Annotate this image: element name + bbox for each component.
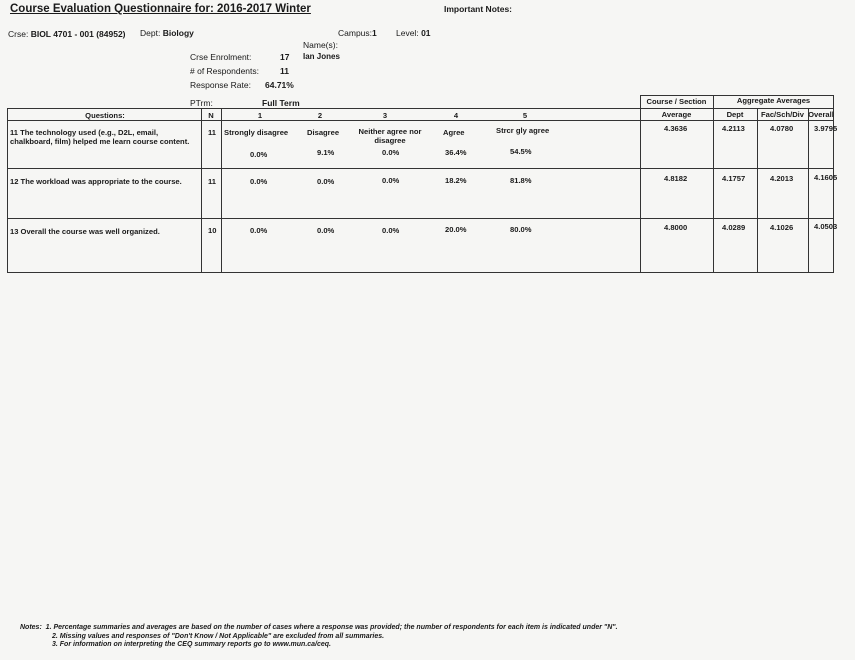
pct-1: 0.0% [250, 226, 268, 235]
respondents-value: 11 [280, 66, 289, 76]
campus-info [338, 28, 377, 38]
overall-value: 3.9795 [814, 124, 838, 133]
n-value: 11 [208, 128, 217, 137]
fac-header: Fac/Sch/Div [760, 110, 805, 119]
course-section-header: Course / Section [646, 97, 707, 106]
dept-value: 4.2113 [722, 124, 745, 133]
pct-2: 0.0% [317, 177, 335, 186]
overall-header: Overall [808, 110, 834, 119]
scale-label-3: Neither agree nor [358, 127, 422, 136]
pct-3: 0.0% [382, 176, 400, 185]
names-label: Name(s): [303, 40, 338, 50]
col-divider [808, 108, 809, 273]
question-text: 11 The technology used (e.g., D2L, email, chalkboard, film) helped me learn course content. [10, 128, 190, 146]
course-info [8, 29, 126, 39]
rate-value: 64.71% [265, 80, 294, 90]
pct-1: 0.0% [250, 177, 268, 186]
respondents-label: # of Respondents: [190, 66, 259, 76]
fac-value: 4.1026 [770, 223, 794, 232]
scale-label-3-line2: disagree [374, 136, 406, 145]
dept-value: Biology [162, 28, 194, 38]
scale-3-header: 3 [382, 111, 388, 120]
campus-value: 1 [372, 28, 377, 38]
important-notes-label: Important Notes: [444, 4, 512, 14]
pct-3: 0.0% [382, 226, 400, 235]
enrolment-value: 17 [280, 52, 290, 62]
pct-5: 80.0% [510, 225, 532, 234]
pct-5: 54.5% [510, 147, 532, 156]
aggregate-header: Aggregate Averages [736, 96, 811, 105]
pct-4: 18.2% [445, 176, 467, 185]
questions-header: Questions: [85, 111, 125, 120]
col-divider [221, 108, 222, 273]
note-2: 2. Missing values and responses of "Don't Know / Not Applicable" are excluded from all summaries. [52, 632, 385, 640]
names-value: Ian Jones [303, 52, 340, 61]
n-value: 10 [208, 226, 217, 235]
dept-value: 4.0289 [722, 223, 746, 232]
row-divider [7, 218, 834, 219]
scale-2-header: 2 [317, 111, 323, 120]
pct-4: 20.0% [445, 225, 467, 234]
n-value: 11 [208, 177, 217, 186]
overall-value: 4.1605 [814, 173, 838, 182]
level-label: Level: [396, 28, 419, 38]
dept-value: 4.1757 [722, 174, 746, 183]
question-text: 13 Overall the course was well organized. [10, 227, 160, 236]
page-title: Course Evaluation Questionnaire for: 2016-2017 Winter [10, 3, 311, 15]
pct-5: 81.8% [510, 176, 532, 185]
avg-value: 4.3636 [664, 124, 688, 133]
overall-value: 4.0503 [814, 222, 838, 231]
col-divider [640, 95, 641, 273]
row-divider [7, 120, 834, 121]
rate-label: Response Rate: [190, 80, 251, 90]
avg-value: 4.8000 [664, 223, 688, 232]
average-header: Average [661, 110, 692, 119]
scale-label-1: Strongly disagree [224, 128, 289, 137]
dept-label: Dept: [140, 28, 161, 38]
enrolment-label: Crse Enrolment: [190, 52, 252, 62]
level-value: 01 [421, 28, 431, 38]
pct-4: 36.4% [445, 148, 467, 157]
level-info [396, 28, 431, 38]
pct-3: 0.0% [382, 148, 400, 157]
crse-label: Crse: [8, 29, 29, 39]
ptrm-label: PTrm: [190, 98, 213, 108]
notes-label: Notes: [20, 624, 42, 631]
n-header: N [208, 111, 214, 120]
fac-value: 4.2013 [770, 174, 794, 183]
row-divider [640, 108, 834, 109]
scale-1-header: 1 [257, 111, 263, 120]
ptrm-value: Full Term [262, 98, 300, 108]
note-1: 1. Percentage summaries and averages are based on the number of cases where a response was provided; the number of respondents for each item is indicated under "N". [45, 624, 618, 631]
avg-value: 4.8182 [664, 174, 688, 183]
pct-1: 0.0% [250, 150, 268, 159]
pct-2: 0.0% [317, 226, 335, 235]
col-divider [757, 108, 758, 273]
col-divider [713, 95, 714, 273]
scale-label-4: Agree [443, 128, 465, 137]
scale-4-header: 4 [453, 111, 459, 120]
question-text: 12 The workload was appropriate to the course. [10, 177, 182, 186]
scale-5-header: 5 [522, 111, 528, 120]
note-3: 3. For information on interpreting the CEQ summary reports go to www.mun.ca/ceq. [52, 641, 331, 648]
pct-2: 9.1% [317, 148, 335, 157]
scale-label-2: Disagree [307, 128, 340, 137]
row-divider [7, 168, 834, 169]
fac-value: 4.0780 [770, 124, 794, 133]
dept-info [140, 28, 194, 38]
footer-notes [20, 624, 618, 650]
dept-header: Dept [726, 110, 744, 119]
scale-label-5: Strcr gly agree [496, 126, 550, 135]
crse-value: BIOL 4701 - 001 (84952) [30, 29, 126, 39]
col-divider [201, 108, 202, 273]
campus-label: Campus: [338, 28, 373, 38]
